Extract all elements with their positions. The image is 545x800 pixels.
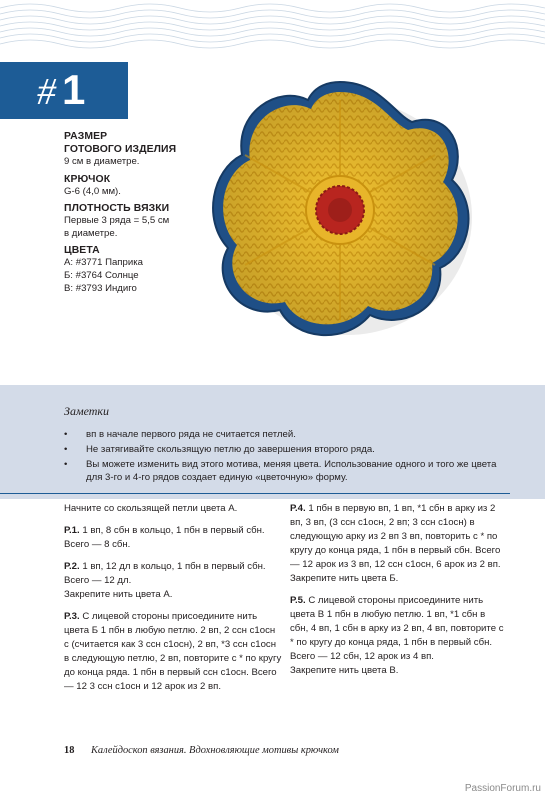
color-c: В: #3793 Индиго [64, 282, 137, 294]
note-text: Вы можете изменить вид этого мотива, меняя цвета. Использование одного и того же цвета для 3-го и 4-го рядов создает единую «цветочную» форму. [86, 459, 497, 483]
hook-heading: КРЮЧОК [64, 173, 111, 185]
badge-number: 1 [62, 66, 86, 113]
instructions-left-column [64, 502, 282, 702]
row-1 [64, 524, 282, 552]
row-close-text: Закрепите нить цвета А. [64, 589, 173, 600]
badge-hash: # [37, 71, 56, 113]
instructions-right-column [290, 502, 505, 686]
row-label: Р.3. [64, 611, 80, 622]
note-item [64, 428, 504, 441]
gauge-value-2: в диаметре. [64, 227, 118, 239]
row-text: 1 вп, 8 сбн в кольцо, 1 пбн в первый сбн. Всего — 8 сбн. [64, 525, 265, 550]
section-divider [0, 493, 510, 494]
size-value: 9 см в диаметре. [64, 156, 140, 167]
intro-text: Начните со скользящей петли цвета А. [64, 503, 238, 514]
crochet-flower-motif-photo [205, 75, 475, 345]
note-item [64, 443, 504, 456]
row-label: Р.4. [290, 503, 306, 514]
notes-title: Заметки [64, 404, 110, 418]
crochet-flower-icon [205, 75, 475, 345]
gauge-value-1: Первые 3 ряда = 5,5 см [64, 215, 170, 227]
book-title: Калейдоскоп вязания. Вдохновляющие мотивы крючком [91, 745, 339, 756]
color-a: А: #3771 Паприка [64, 257, 143, 269]
row-close-text: Закрепите нить цвета Б. [290, 573, 399, 584]
note-text: Не затягивайте скользящую петлю до завершения второго ряда. [86, 444, 375, 455]
row-text: С лицевой стороны присоедините нить цвета Б 1 пбн в любую петлю. 2 вп, 2 ссн с1осн с (считается как 3 ссн с1осн), 2 вп, *3 ссн с1осн в следующую петлю, 2 вп, повторите с * по кругу до конца ряда. 1 пбн в первый ссн с1осн. Всего — 12 3 ссн с1осн и 12 арок из 2 вп. [64, 611, 282, 692]
motif-number-badge [0, 62, 128, 119]
bullet: • [64, 444, 68, 455]
page-number: 18 [64, 745, 75, 756]
decorative-top-border [0, 0, 545, 62]
color-b: Б: #3764 Солнце [64, 269, 139, 281]
row-text: 1 пбн в первую вп, 1 вп, *1 сбн в арку из 2 вп, 3 вп, (3 ссн с1осн, 2 вп; 3 ссн с1осн) в следующую арку из 2 вп 3 вп, повторить с * по кругу до конца ряда, 1 пбн в первый сбн. Всего — 12 арок из 3 вп, 12 ссн с1осн, 6 арок из 2 вп. [290, 503, 501, 570]
bullet: • [64, 429, 68, 440]
row-4 [290, 502, 505, 586]
hook-value: G-6 (4,0 мм). [64, 185, 121, 197]
watermark: PassionForum.ru [464, 783, 541, 794]
row-3 [64, 610, 282, 694]
row-2 [64, 560, 282, 602]
note-item [64, 458, 504, 484]
size-heading-1: РАЗМЕР [64, 131, 108, 142]
notes-list [64, 428, 504, 486]
bullet: • [64, 459, 68, 470]
row-label: Р.5. [290, 595, 306, 606]
gauge-heading: ПЛОТНОСТЬ ВЯЗКИ [64, 203, 170, 215]
colors-heading: ЦВЕТА [64, 245, 100, 257]
page-footer [64, 745, 339, 756]
row-label: Р.1. [64, 525, 80, 536]
row-close-text: Закрепите нить цвета В. [290, 665, 399, 676]
size-heading-2: ГОТОВОГО ИЗДЕЛИЯ [64, 144, 177, 155]
row-5 [290, 594, 505, 678]
row-label: Р.2. [64, 561, 80, 572]
note-text: вп в начале первого ряда не считается петлей. [86, 429, 296, 440]
row-text: С лицевой стороны присоедините нить цвета В 1 пбн в любую петлю. 1 вп, *1 сбн в сбн, 4 вп, 1 сбн в арку из 2 вп, 4 вп, повторите с * по кругу до конца ряда, 1 пбн в первый сбн. Всего — 12 сбн, 12 арок из 4 вп. [290, 595, 504, 662]
row-text: 1 вп, 12 дл в кольцо, 1 пбн в первый сбн. Всего — 12 дл. [64, 561, 266, 586]
specs-block [64, 130, 214, 299]
